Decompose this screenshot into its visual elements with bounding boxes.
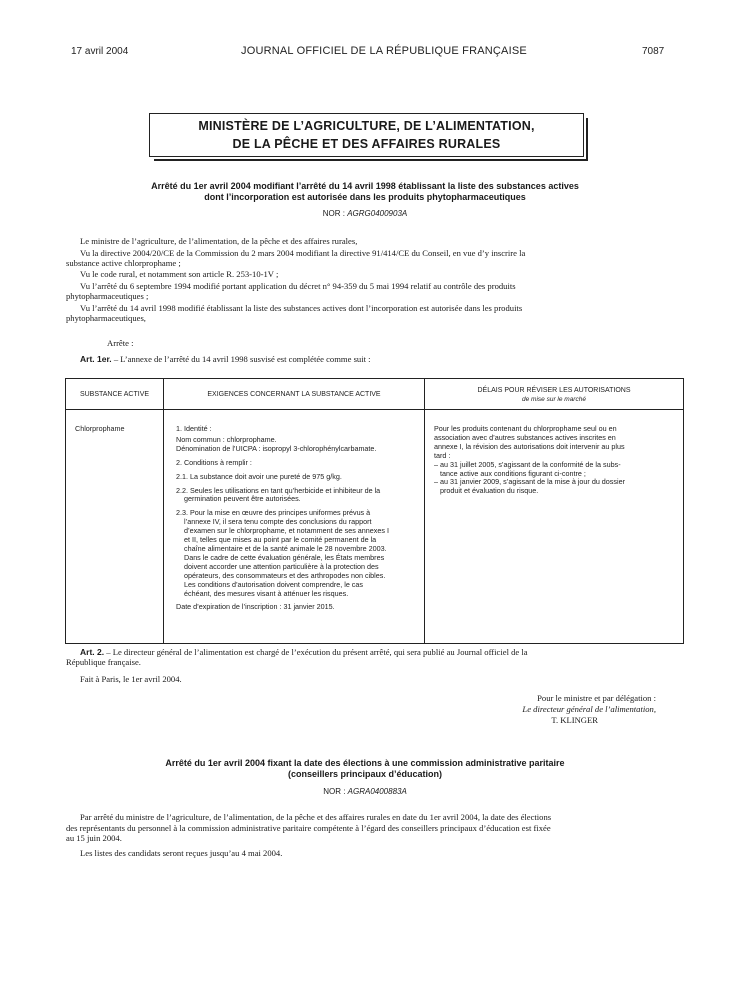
delai-line: tard : [434,450,451,460]
article-1 [80,354,371,364]
exigence-line: Dans le cadre de cette évaluation générale, les États membres [184,552,385,562]
exigence-line: Date d’expiration de l’inscription : 31 janvier 2015. [176,602,335,612]
col-header-substance: SUBSTANCE ACTIVE [79,391,150,398]
arrete-word: Arrête : [107,338,134,348]
col-header-delais-line1: DÉLAIS POUR RÉVISER LES AUTORISATIONS [477,387,631,394]
exigence-line: germination peuvent être autorisées. [184,494,301,504]
exigence-line: d’examen sur le chlorprophame, et notamment de ses annexes I [184,526,389,536]
arrete2-title-line1: Arrêté du 1er avril 2004 fixant la date des élections à une commission administrative paritaire [165,758,565,768]
nor-label: NOR : [322,209,345,218]
arrete1-title-line2: dont l’incorporation est autorisée dans les produits phytopharmaceutiques [204,192,526,202]
article-2-cont: République française. [66,657,141,667]
exigence-line: chaîne alimentaire et de la santé animale le 28 novembre 2003. [184,543,387,553]
arrete2-text-line: Par arrêté du ministre de l’agriculture, de l’alimentation, de la pêche et des affaires rurales en date du 1er avril 2004, la date des élections [80,812,552,822]
page-number: 7087 [642,46,665,57]
arrete1-title-line1: Arrêté du 1er avril 2004 modifiant l’arrêté du 14 avril 1998 établissant la liste des substances actives [151,181,579,191]
ministry-line1: MINISTÈRE DE L’AGRICULTURE, DE L’ALIMENTATION, [198,119,535,133]
signature-line1: Pour le ministre et par délégation : [537,693,656,703]
visa-line: Vu le code rural, et notamment son article R. 253-10-1V ; [80,269,279,279]
exigence-line: et II, telles que mises au point par le comité permanent de la [184,535,377,545]
arrete2-text-line: des représentants du personnel à la commission administrative paritaire compétente à l’égard des conseillers principaux d’éducation est fixée [66,823,551,833]
arrete2-nor [250,787,480,796]
delai-line: association avec d’autres substances actives inscrites en [434,432,616,442]
exigence-line: Nom commun : chlorprophame. [176,434,277,444]
exigence-line: 2.3. Pour la mise en œuvre des principes uniformes prévus à [176,508,371,518]
exigence-line: l’annexe IV, il sera tenu compte des conclusions du rapport [184,517,372,527]
delais-cell [434,425,625,496]
arrete2-text-line: au 15 juin 2004. [66,833,122,843]
exigence-line: Dénomination de l’UICPA : isopropyl 3-chlorophénylcarbamate. [176,443,377,453]
article-1-label: Art. 1er. [80,354,112,364]
visa-line: phytopharmaceutiques, [66,313,146,323]
delai-line: produit et évaluation du risque. [440,486,539,496]
nor-label: NOR : [323,787,346,796]
exigence-line: 2.1. La substance doit avoir une pureté de 975 g/kg. [176,471,342,481]
header-date: 17 avril 2004 [71,46,129,57]
signature-line2: Le directeur général de l’alimentation, [522,704,656,714]
exigence-line: 2. Conditions à remplir : [176,457,252,467]
visa-line: phytopharmaceutiques ; [66,291,149,301]
signatory-name: T. KLINGER [551,715,598,725]
visa-line: Vu la directive 2004/20/CE de la Commission du 2 mars 2004 modifiant la directive 91/414/CE du Conseil, en vue d’y inscrire la [80,248,526,258]
visa-line: Vu l’arrêté du 14 avril 1998 modifié établissant la liste des substances actives dont l’incorporation est autorisée dans les produits [80,303,523,313]
exigences-cell [176,425,389,612]
arrete2-title [90,758,640,780]
arrete2-title-line2: (conseillers principaux d’éducation) [287,769,443,779]
exigence-line: échéant, des mesures visant à atténuer les risques. [184,588,349,598]
article-2 [80,647,528,657]
journal-title: JOURNAL OFFICIEL DE LA RÉPUBLIQUE FRANÇAISE [241,45,527,57]
ministry-box [149,113,584,157]
article-2-label: Art. 2. [80,647,105,657]
nor-value: AGRA0400883A [347,787,407,796]
col-header-delais [425,386,683,404]
arrete1-nor [250,209,480,218]
delai-line: annexe I, la révision des autorisations doit intervenir au plus [434,441,625,451]
col-header-delais-line2: de mise sur le marché [522,396,586,403]
substance-name: Chlorprophame [75,424,125,433]
delai-line: – au 31 juillet 2005, s’agissant de la conformité de la subs- [434,459,621,469]
delai-line: Pour les produits contenant du chlorprophame seul ou en [434,424,617,433]
col-header-exigences: EXIGENCES CONCERNANT LA SUBSTANCE ACTIVE [207,391,381,398]
exigence-line: doivent accorder une attention particulière à la protection des [184,561,379,571]
visa-line: Vu l’arrêté du 6 septembre 1994 modifié portant application du décret n° 94-359 du 5 mai 1994 relatif au contrôle des produits [80,281,516,291]
arrete1-title [90,181,640,203]
visa-line: Le ministre de l’agriculture, de l’alimentation, de la pêche et des affaires rurales, [80,236,358,246]
exigence-line: opérateurs, des consommateurs et des arthropodes non cibles. [184,570,386,580]
delai-line: – au 31 janvier 2009, s’agissant de la mise à jour du dossier [434,477,625,487]
ministry-line2: DE LA PÊCHE ET DES AFFAIRES RURALES [232,137,501,151]
arrete2-text-line: Les listes des candidats seront reçues jusqu’au 4 mai 2004. [80,848,283,858]
nor-value: AGRG0400903A [347,209,408,218]
exigence-line: 2.2. Seules les utilisations en tant qu’herbicide et inhibiteur de la [176,485,381,495]
fait-a-paris: Fait à Paris, le 1er avril 2004. [80,674,182,684]
exigence-line: Les conditions d’autorisation doivent comprendre, le cas [184,579,363,589]
substance-table [65,378,684,644]
visa-line: substance active chlorprophame ; [66,258,181,268]
article-1-text: – L’annexe de l’arrêté du 14 avril 1998 susvisé est complétée comme suit : [113,354,371,364]
exigence-line: 1. Identité : [176,424,212,433]
delai-line: tance active aux conditions figurant ci-contre ; [440,468,586,478]
article-2-text: – Le directeur général de l’alimentation est chargé de l’exécution du présent arrêté, qui sera publié au Journal officiel de la [106,647,528,657]
